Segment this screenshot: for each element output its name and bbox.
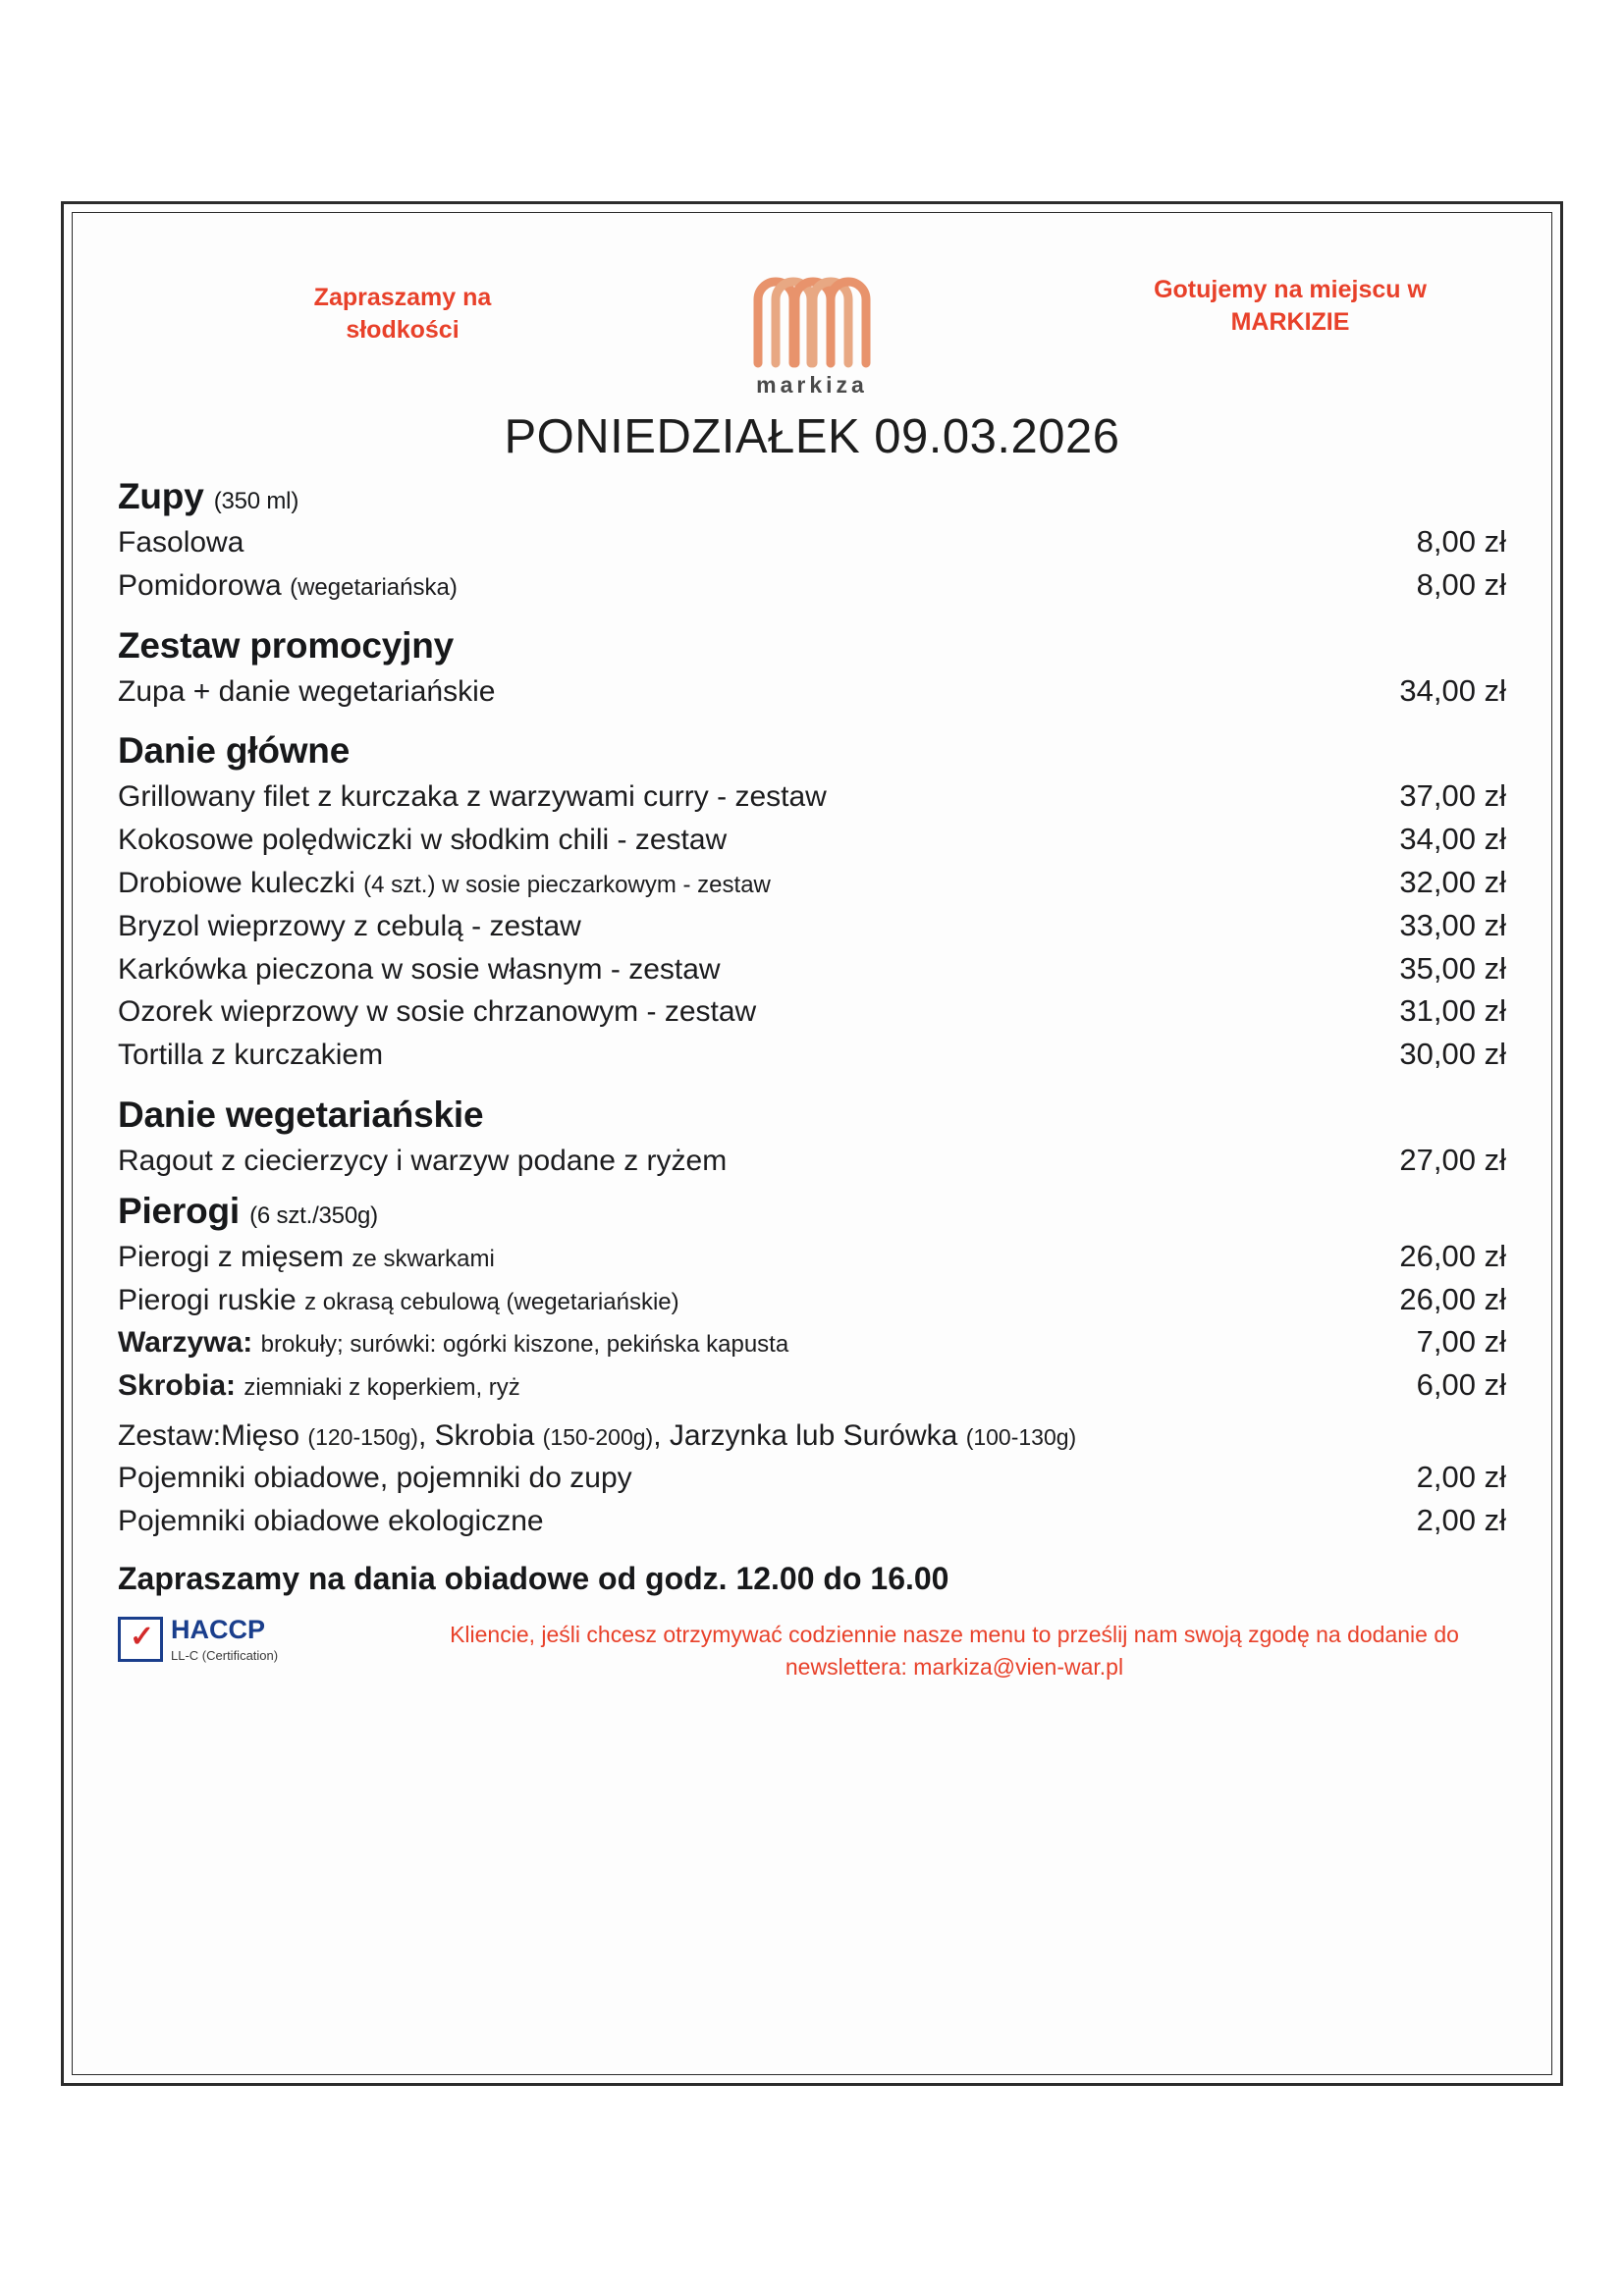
addon-label: Skrobia:	[118, 1369, 237, 1403]
item-name-main: Pierogi ruskie	[118, 1283, 297, 1316]
item-name: Zupa + danie wegetariańskie	[118, 674, 496, 708]
section-heading-pierogi-label: Pierogi	[118, 1190, 241, 1231]
item-name-main: Pierogi z mięsem	[118, 1240, 345, 1273]
menu-item-row	[118, 524, 1506, 561]
set-note-part1: Zestaw:Mięso	[118, 1418, 300, 1452]
item-name	[118, 1369, 520, 1404]
addon-desc: ziemniaki z koperkiem, ryż	[244, 1374, 520, 1402]
brand-logo	[738, 260, 886, 399]
item-name-sub: (4 szt.) w sosie pieczarkowym - zestaw	[363, 871, 771, 898]
menu-item-row	[118, 1037, 1506, 1073]
set-note-gram1: (120-150g)	[307, 1423, 418, 1450]
section-heading-pierogi-sub: (6 szt./350g)	[249, 1201, 378, 1229]
item-name: Pojemniki obiadowe, pojemniki do zupy	[118, 1461, 632, 1494]
item-name-sub: z okrasą cebulową (wegetariańskie)	[304, 1288, 679, 1315]
menu-sheet	[61, 201, 1563, 2086]
item-price: 7,00 zł	[1416, 1324, 1506, 1360]
item-name-main: Pomidorowa	[118, 568, 282, 602]
haccp-check-icon	[118, 1617, 163, 1662]
section-heading-zupy-sub: (350 ml)	[213, 488, 299, 514]
haccp-title: HACCP	[171, 1614, 266, 1644]
item-name	[118, 1284, 679, 1318]
item-name: Ragout z ciecierzycy i warzyw podane z ryżem	[118, 1144, 728, 1177]
item-price: 30,00 zł	[1399, 1037, 1506, 1072]
menu-item-row	[118, 567, 1506, 604]
set-note-gram2: (150-200g)	[542, 1423, 654, 1450]
menu-item-row	[118, 1143, 1506, 1179]
section-heading-zupy-label: Zupy	[118, 476, 204, 516]
item-name-main: Drobiowe kuleczki	[118, 866, 355, 899]
item-price: 6,00 zł	[1416, 1367, 1506, 1403]
brand-name: markiza	[756, 372, 868, 398]
menu-item-row	[118, 908, 1506, 944]
menu-item-row	[118, 778, 1506, 815]
menu-item-row	[118, 951, 1506, 988]
item-price: 8,00 zł	[1416, 566, 1506, 602]
menu-item-row	[118, 673, 1506, 710]
item-name: Ozorek wieprzowy w sosie chrzanowym - zestaw	[118, 995, 757, 1029]
item-price: 8,00 zł	[1416, 524, 1506, 559]
item-price: 26,00 zł	[1399, 1238, 1506, 1273]
item-name	[118, 569, 458, 604]
item-name	[118, 1241, 495, 1275]
haccp-certificate	[118, 1614, 279, 1663]
addon-desc: brokuły; surówki: ogórki kiszone, pekińska kapusta	[260, 1331, 789, 1359]
menu-item-row	[118, 822, 1506, 858]
section-heading-zupy	[118, 476, 1506, 517]
item-name: Fasolowa	[118, 526, 244, 559]
section-heading-danie-wegetarianskie: Danie wegetariańskie	[118, 1094, 484, 1135]
page-title: PONIEDZIAŁEK 09.03.2026	[504, 410, 1120, 463]
item-name: Grillowany filet z kurczaka z warzywami curry - zestaw	[118, 780, 827, 814]
checkmark-glyph: ✓	[130, 1620, 155, 1653]
menu-item-row	[118, 993, 1506, 1030]
menu-item-row	[118, 865, 1506, 901]
addon-label: Warzywa:	[118, 1326, 253, 1360]
item-price: 27,00 zł	[1399, 1142, 1506, 1177]
addon-row-warzywa	[118, 1324, 1506, 1361]
item-price: 35,00 zł	[1399, 950, 1506, 986]
set-composition-note	[118, 1419, 1506, 1453]
addon-row-skrobia	[118, 1367, 1506, 1404]
section-heading-danie-glowne: Danie główne	[118, 730, 351, 772]
container-row	[118, 1503, 1506, 1539]
newsletter-note: Kliencie, jeśli chcesz otrzymywać codziennie nasze menu to prześlij nam swoją zgodę na dodanie do newslettera: markiza@vien-war.pl	[450, 1621, 1459, 1680]
promo-note-left: Zapraszamy na słodkości	[313, 284, 492, 344]
item-name: Bryzol wieprzowy z cebulą - zestaw	[118, 909, 581, 942]
section-heading-zestaw-promocyjny: Zestaw promocyjny	[118, 624, 455, 666]
menu-item-row	[118, 1282, 1506, 1318]
menu-footer	[118, 1611, 1506, 1719]
item-name: Karkówka pieczona w sosie własnym - zestaw	[118, 952, 721, 986]
set-note-part2: , Skrobia	[417, 1418, 535, 1452]
set-note-part3: , Jarzynka lub Surówka	[653, 1418, 958, 1452]
menu-item-row	[118, 1239, 1506, 1275]
container-row	[118, 1460, 1506, 1496]
item-price: 34,00 zł	[1399, 822, 1506, 857]
item-name-sub: (wegetariańska)	[290, 573, 458, 601]
menu-inner-border	[72, 212, 1552, 2075]
item-name: Kokosowe polędwiczki w słodkim chili - zestaw	[118, 824, 728, 857]
set-note-gram3: (100-130g)	[965, 1423, 1077, 1450]
item-price: 2,00 zł	[1416, 1459, 1506, 1494]
item-price: 2,00 zł	[1416, 1502, 1506, 1537]
item-name	[118, 867, 771, 901]
opening-hours-note: Zapraszamy na dania obiadowe od godz. 12.00 do 16.00	[118, 1560, 949, 1596]
item-price: 33,00 zł	[1399, 907, 1506, 942]
item-price: 26,00 zł	[1399, 1281, 1506, 1316]
item-price: 37,00 zł	[1399, 778, 1506, 814]
section-heading-pierogi	[118, 1191, 1506, 1232]
promo-note-right: Gotujemy na miejscu w MARKIZIE	[1154, 276, 1427, 336]
item-name-sub: ze skwarkami	[352, 1245, 495, 1272]
item-price: 32,00 zł	[1399, 864, 1506, 899]
haccp-text	[171, 1614, 279, 1663]
item-price: 34,00 zł	[1399, 672, 1506, 708]
item-price: 31,00 zł	[1399, 993, 1506, 1029]
item-name: Tortilla z kurczakiem	[118, 1039, 384, 1072]
menu-header	[118, 240, 1506, 407]
item-name	[118, 1326, 788, 1361]
markiza-logo-icon	[738, 260, 886, 368]
haccp-subtitle: LL-C (Certification)	[171, 1647, 279, 1663]
item-name: Pojemniki obiadowe ekologiczne	[118, 1504, 544, 1537]
